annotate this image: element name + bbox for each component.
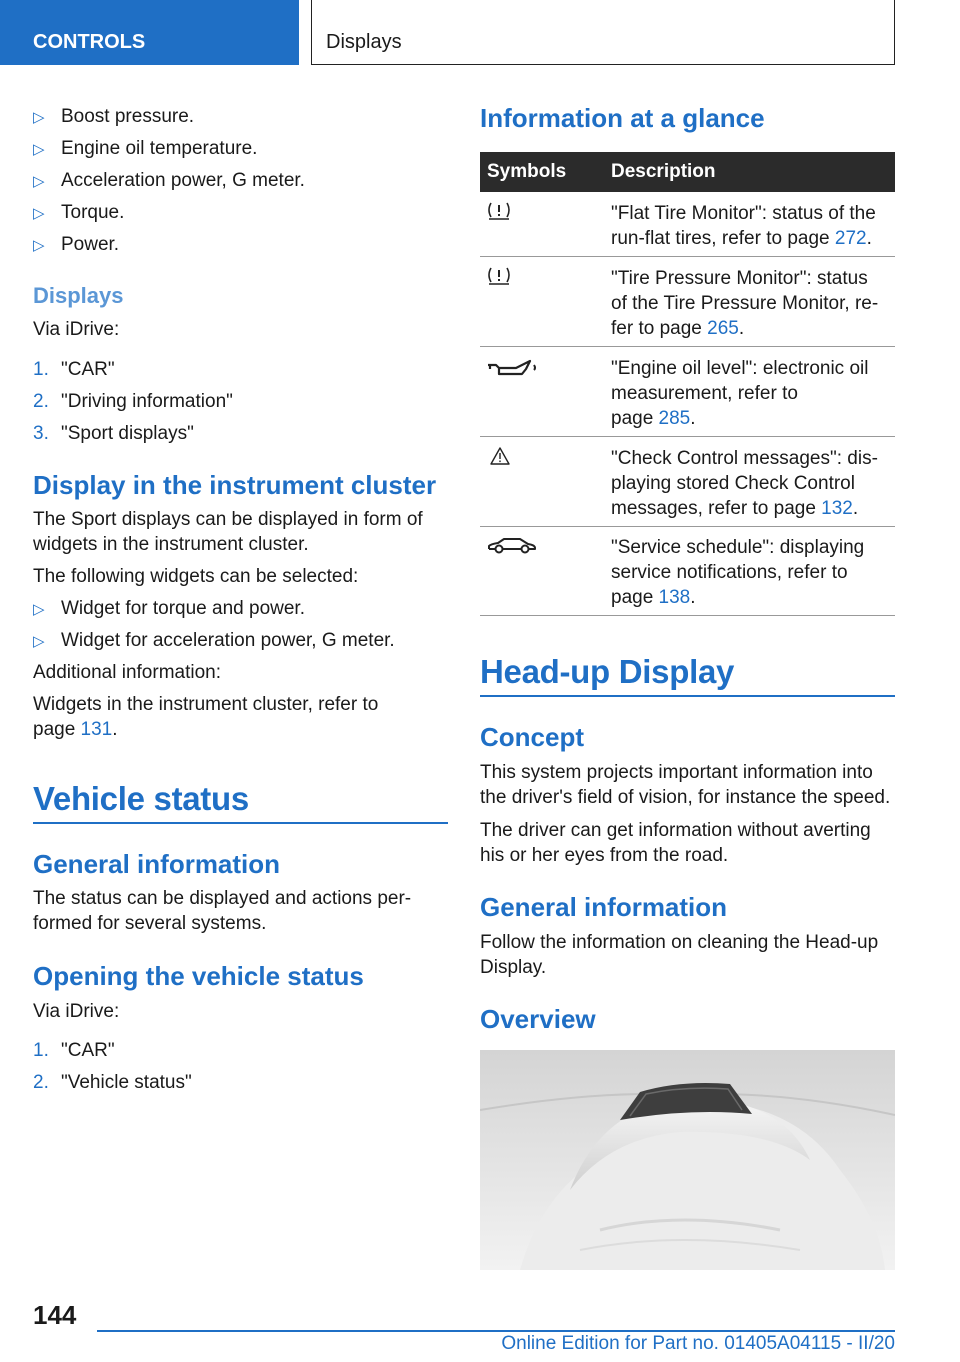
paragraph: This system projects important information into	[480, 762, 873, 783]
bullet-triangle-icon: ▷	[33, 141, 45, 158]
table-row-divider	[480, 615, 895, 616]
hud-overview-image	[480, 1050, 895, 1270]
table-row-divider	[480, 526, 895, 527]
paragraph: Display.	[480, 957, 547, 978]
bullet-triangle-icon: ▷	[33, 633, 45, 650]
page-number: 144	[33, 1300, 77, 1330]
concept-heading: Concept	[480, 722, 584, 752]
hud-heading: Head-up Display	[480, 653, 735, 690]
warning-triangle-icon	[489, 446, 511, 471]
bullet-triangle-icon: ▷	[33, 173, 45, 190]
paragraph: his or her eyes from the road.	[480, 845, 729, 866]
paragraph: The Sport displays can be displayed in form of	[33, 509, 423, 530]
bullet-triangle-icon: ▷	[33, 601, 45, 618]
page-link[interactable]: 131	[80, 719, 113, 740]
table-row-description: "Check Control messages": dis- playing stored Check Control messages, refer to page 132.	[611, 448, 878, 519]
table-row-divider	[480, 256, 895, 257]
paragraph: Widgets in the instrument cluster, refer to	[33, 694, 379, 715]
table-row-description: "Service schedule": displaying service notifications, refer to page 138.	[611, 537, 865, 608]
column-header-description: Description	[611, 161, 716, 182]
bullet-triangle-icon: ▷	[33, 109, 45, 126]
tire-pressure-icon	[486, 265, 512, 292]
table-row-description: "Flat Tire Monitor": status of the run-flat tires, refer to page 272.	[611, 203, 876, 249]
column-header-symbols: Symbols	[487, 161, 567, 182]
general-info-heading: General information	[33, 849, 281, 879]
hud-general-heading: General information	[480, 892, 728, 922]
page-link[interactable]: 132	[821, 498, 853, 519]
glance-heading: Information at a glance	[480, 103, 765, 133]
section-tab: CONTROLS	[0, 0, 299, 65]
paragraph: Follow the information on cleaning the Head-up	[480, 932, 879, 953]
page-link[interactable]: 138	[658, 587, 691, 608]
bullet-triangle-icon: ▷	[33, 237, 45, 254]
table-row-divider	[480, 346, 895, 347]
car-service-icon	[486, 537, 538, 560]
chapter-tab: Displays	[311, 0, 895, 65]
paragraph: The following widgets can be selected:	[33, 566, 359, 587]
cluster-heading: Display in the instrument cluster	[33, 470, 437, 500]
page-link[interactable]: 285	[658, 408, 691, 429]
paragraph: The status can be displayed and actions per-	[33, 888, 412, 909]
oil-can-icon	[486, 357, 540, 384]
page-link[interactable]: 265	[707, 318, 739, 339]
table-row-description: "Tire Pressure Monitor": status of the Tire Pressure Monitor, re- fer to page 265.	[611, 268, 879, 339]
flat-tire-icon	[486, 200, 512, 227]
opening-status-heading: Opening the vehicle status	[33, 961, 364, 991]
paragraph: Additional information:	[33, 662, 221, 683]
overview-heading: Overview	[480, 1004, 596, 1034]
table-header	[480, 152, 895, 192]
heading-rule	[33, 822, 448, 824]
heading-rule	[480, 695, 895, 697]
table-row-divider	[480, 436, 895, 437]
page-link[interactable]: 272	[834, 228, 867, 249]
via-idrive-text: Via iDrive:	[33, 319, 120, 340]
paragraph: The driver can get information without averting	[480, 820, 871, 841]
vehicle-status-heading: Vehicle status	[33, 780, 249, 817]
page-reference: page 131.	[33, 719, 118, 740]
via-idrive-text: Via iDrive:	[33, 1001, 120, 1022]
footer-edition: Online Edition for Part no. 01405A04115 - II/20	[501, 1333, 895, 1354]
paragraph: the driver's field of vision, for instance the speed.	[480, 787, 891, 808]
table-row-description: "Engine oil level": electronic oil measurement, refer to page 285.	[611, 358, 869, 429]
footer-rule	[97, 1330, 895, 1332]
displays-heading: Displays	[33, 283, 124, 308]
paragraph: widgets in the instrument cluster.	[33, 534, 309, 555]
paragraph: formed for several systems.	[33, 913, 267, 934]
bullet-triangle-icon: ▷	[33, 205, 45, 222]
